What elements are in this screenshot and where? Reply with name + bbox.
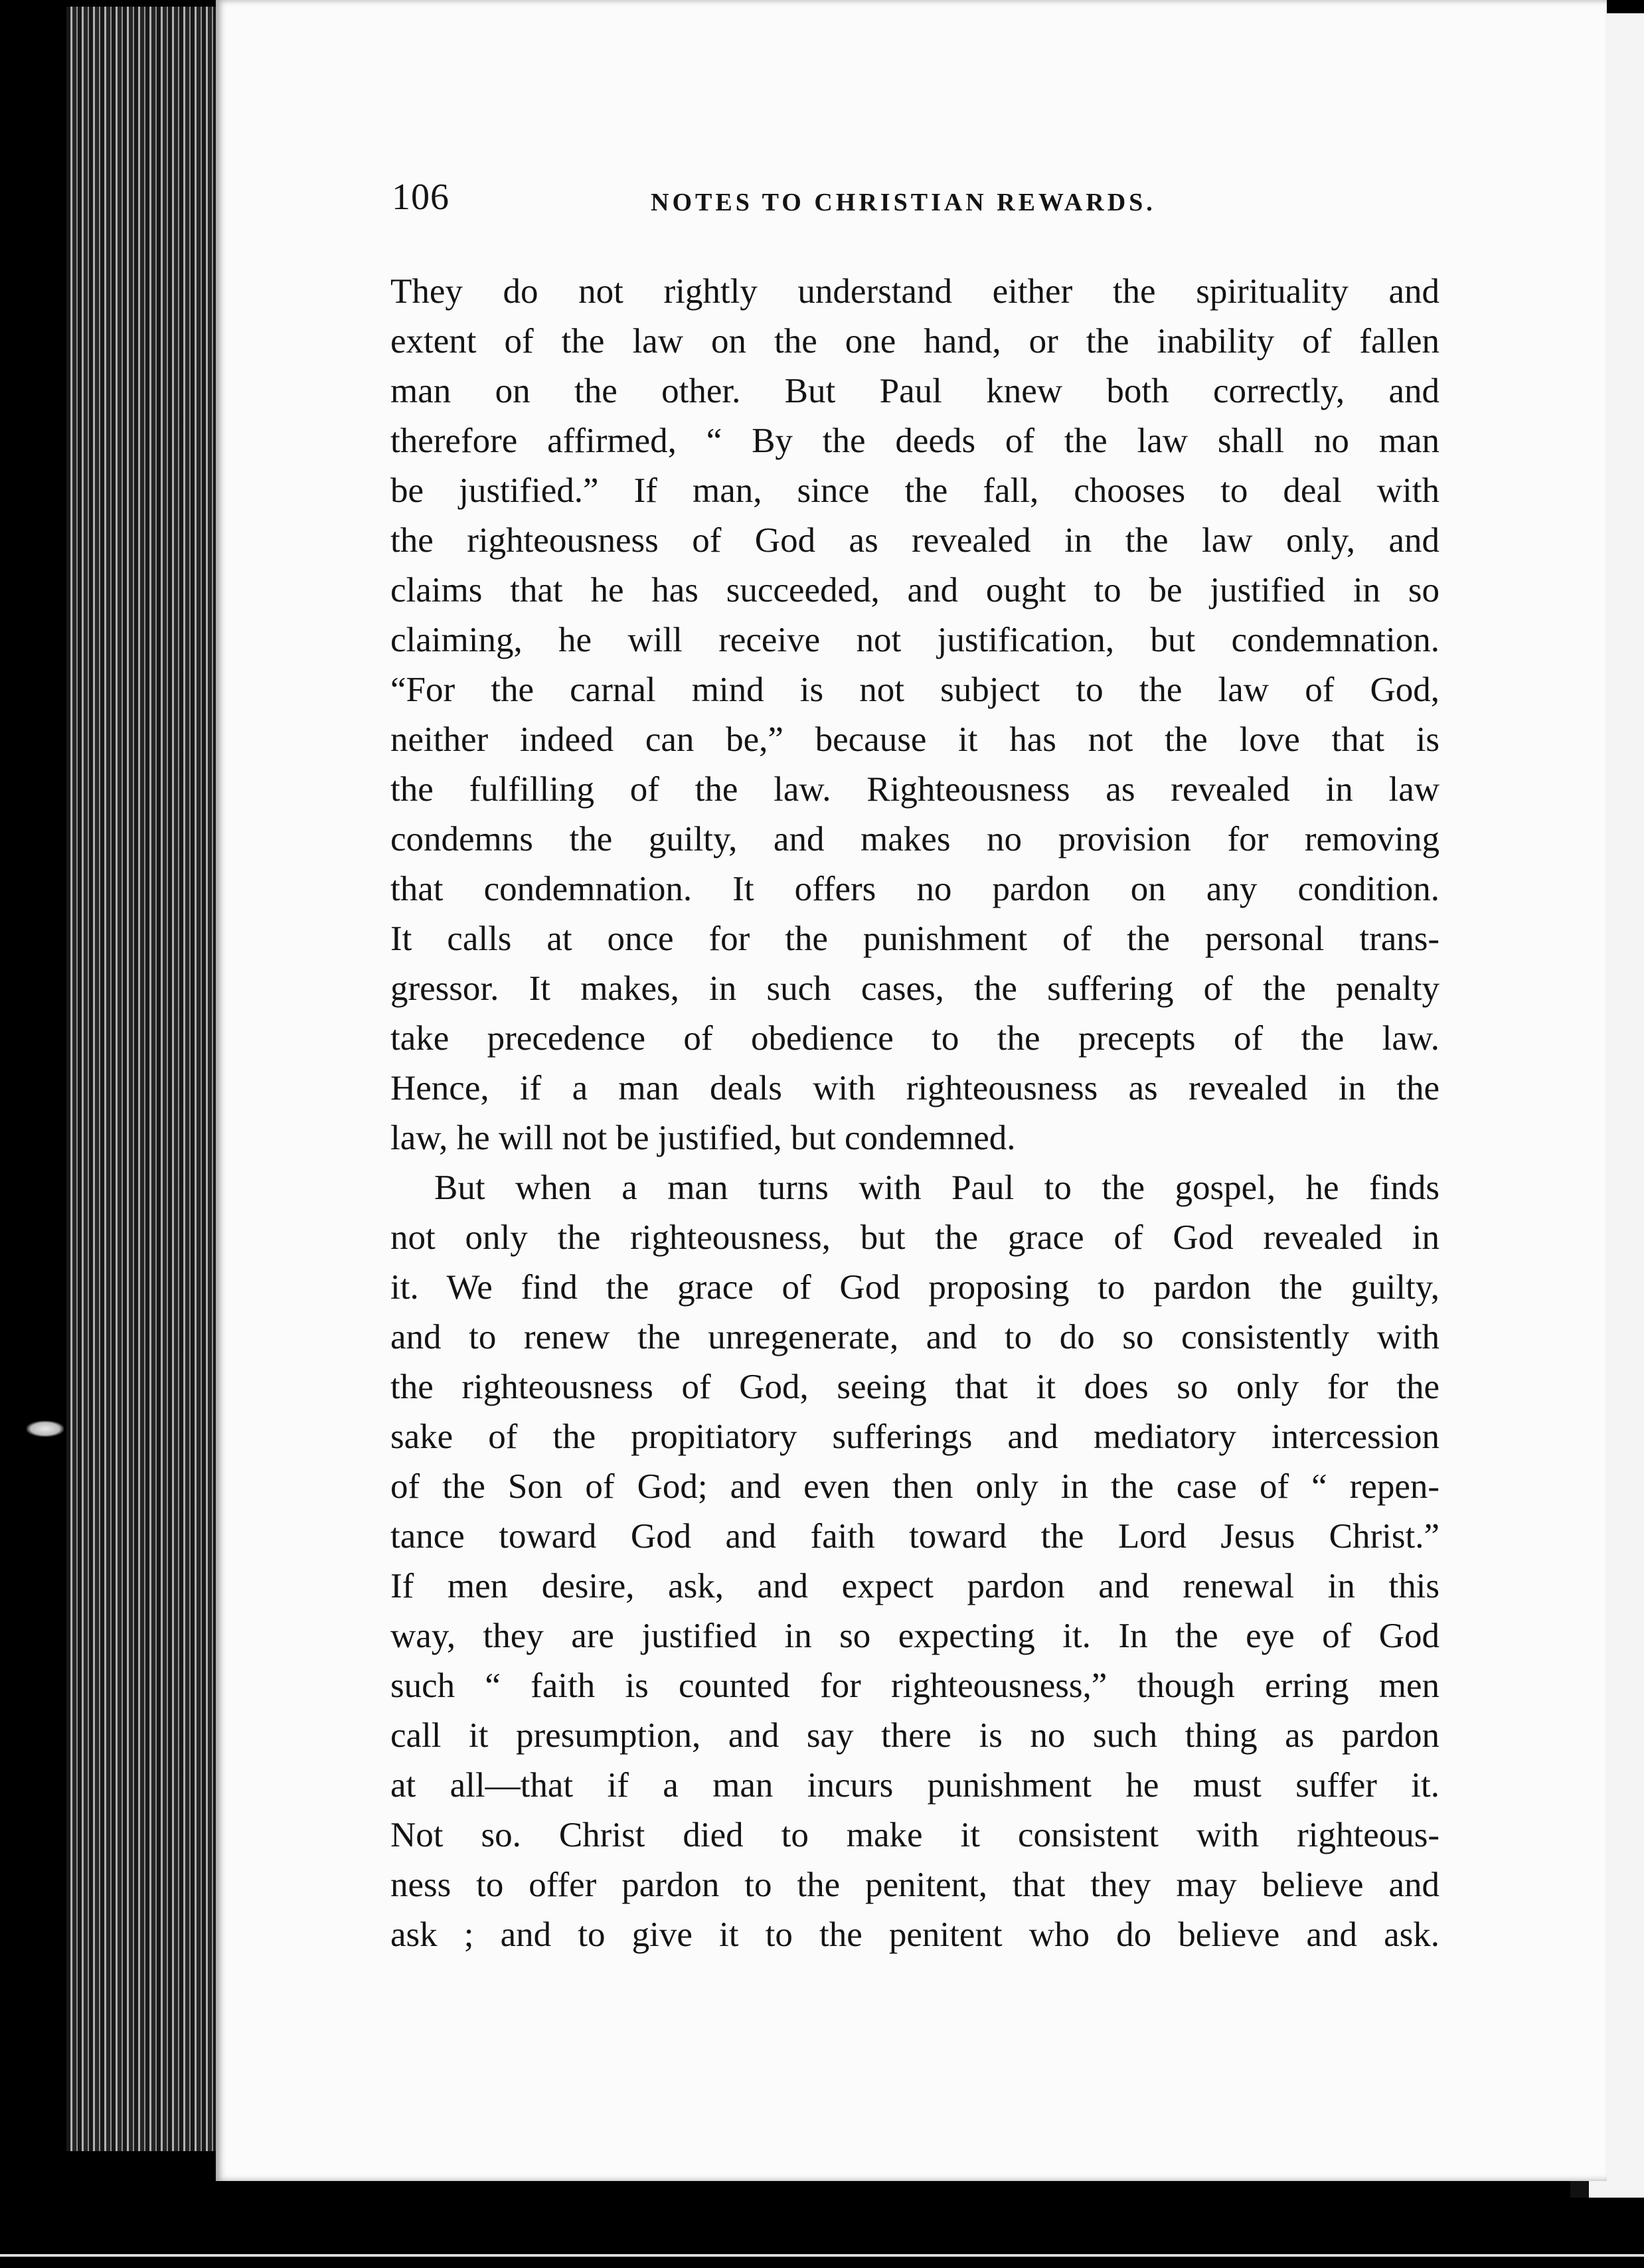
text-line: It calls at once for the punishment of the personal trans- xyxy=(390,920,1439,958)
text-line: at all—that if a man incurs punishment he must suffer it. xyxy=(390,1766,1439,1805)
page-edges xyxy=(66,7,219,2151)
text-line: neither indeed can be,” because it has not the love that is xyxy=(390,720,1439,759)
text-line: the fulfilling of the law. Righteousness as revealed in law xyxy=(390,770,1439,809)
text-line: sake of the propitiatory sufferings and mediatory intercession xyxy=(390,1418,1439,1456)
text-line: But when a man turns with Paul to the gospel, he finds xyxy=(434,1169,1439,1207)
text-line: Not so. Christ died to make it consistent with righteous- xyxy=(390,1816,1439,1854)
body-text xyxy=(390,267,1439,1960)
text-line: that condemnation. It offers no pardon on any condition. xyxy=(390,870,1439,908)
text-line: “For the carnal mind is not subject to the law of God, xyxy=(390,671,1439,709)
text-line: be justified.” If man, since the fall, chooses to deal with xyxy=(390,471,1439,510)
text-line: way, they are justified in so expecting it. In the eye of God xyxy=(390,1617,1439,1655)
bottom-scan-rule xyxy=(0,2254,1644,2257)
scan-speck xyxy=(27,1421,64,1437)
running-head xyxy=(392,176,1428,229)
text-line: claiming, he will receive not justification, but condemnation. xyxy=(390,621,1439,659)
text-line: take precedence of obedience to the precepts of the law. xyxy=(390,1019,1439,1058)
text-line: man on the other. But Paul knew both correctly, and xyxy=(390,372,1439,410)
text-line: it. We find the grace of God proposing to pardon the guilty, xyxy=(390,1268,1439,1307)
text-line: the righteousness of God as revealed in the law only, and xyxy=(390,521,1439,560)
text-line: tance toward God and faith toward the Lord Jesus Christ.” xyxy=(390,1517,1439,1556)
text-line: the righteousness of God, seeing that it does so only for the xyxy=(390,1368,1439,1406)
text-line: claims that he has succeeded, and ought to be justified in so xyxy=(390,571,1439,609)
running-title: NOTES TO CHRISTIAN REWARDS. xyxy=(651,189,1156,216)
text-line: such “ faith is counted for righteousness,” though erring men xyxy=(390,1666,1439,1705)
text-line: law, he will not be justified, but condemned. xyxy=(390,1119,1016,1157)
text-line: therefore affirmed, “ By the deeds of the law shall no man xyxy=(390,422,1439,460)
text-line: call it presumption, and say there is no such thing as pardon xyxy=(390,1716,1439,1755)
text-line: not only the righteousness, but the grace of God revealed in xyxy=(390,1218,1439,1257)
text-line: gressor. It makes, in such cases, the suffering of the penalty xyxy=(390,969,1439,1008)
paragraph-2 xyxy=(390,1163,1439,1960)
text-line: Hence, if a man deals with righteousness as revealed in the xyxy=(390,1069,1439,1107)
text-line: If men desire, ask, and expect pardon and renewal in this xyxy=(390,1567,1439,1605)
text-line: condemns the guilty, and makes no provision for removing xyxy=(390,820,1439,858)
text-line: ask ; and to give it to the penitent who do believe and ask. xyxy=(390,1915,1439,1954)
text-line: They do not rightly understand either the spirituality and xyxy=(390,272,1439,311)
text-line: and to renew the unregenerate, and to do so consistently with xyxy=(390,1318,1439,1356)
page-number: 106 xyxy=(392,177,450,218)
text-line: extent of the law on the one hand, or the inability of fallen xyxy=(390,322,1439,361)
text-line: ness to offer pardon to the penitent, that they may believe and xyxy=(390,1866,1439,1904)
text-line: of the Son of God; and even then only in the case of “ repen- xyxy=(390,1467,1439,1506)
paragraph-1 xyxy=(390,267,1439,1163)
